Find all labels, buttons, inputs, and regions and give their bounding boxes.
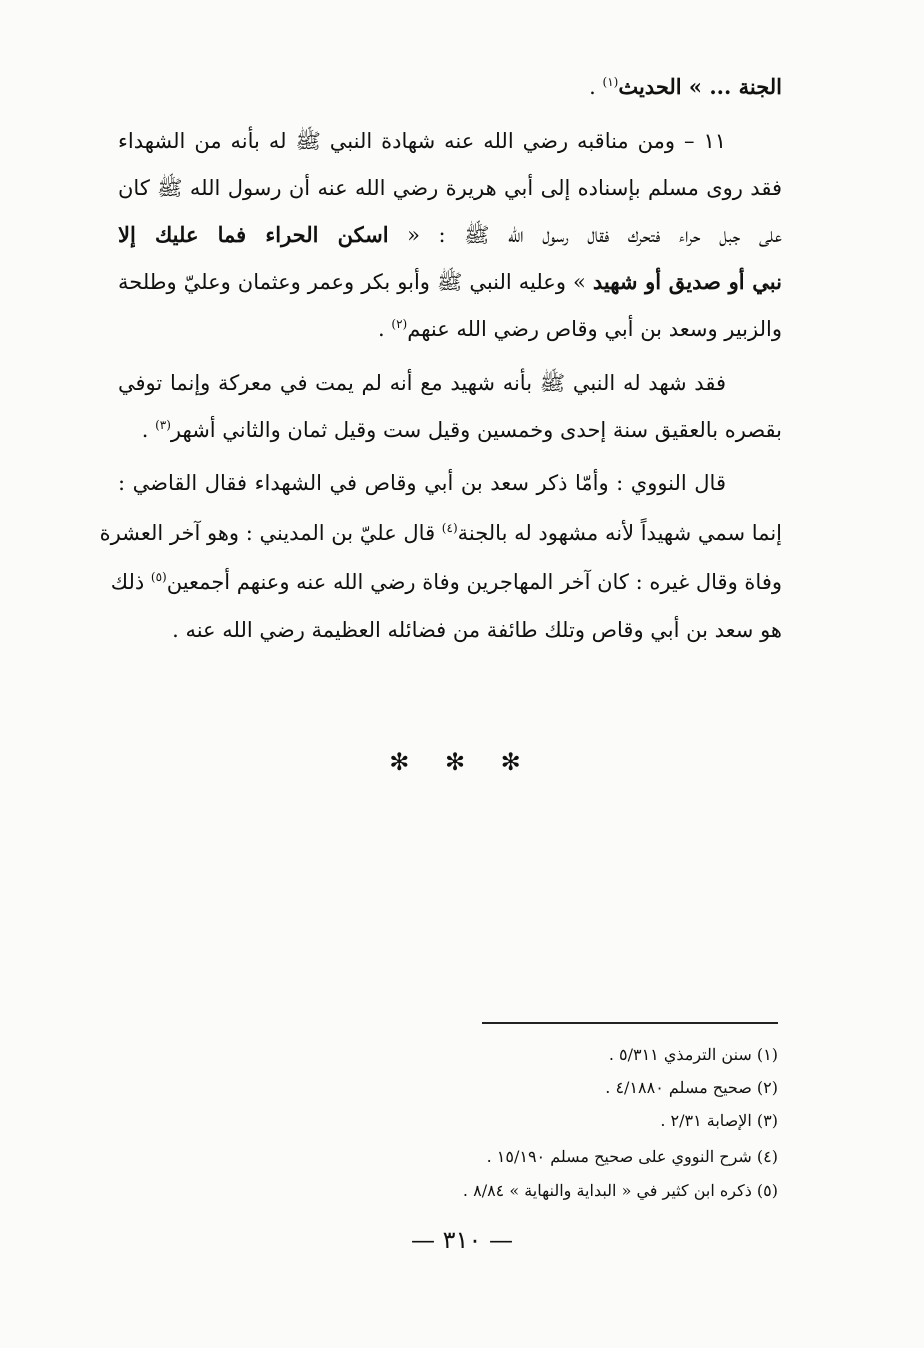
para1-line4-text: » وعليه النبي ﷺ وأبو بكر وعمر وعثمان وعليّ وطلحة — [118, 270, 593, 294]
footnote-divider — [482, 1022, 778, 1024]
para1-line5-end: . — [378, 317, 392, 341]
para1-line2: فقد روى مسلم بإسناده إلى أبي هريرة رضي الله عنه أن رسول الله ﷺ كان — [118, 176, 782, 200]
para3-line1: قال النووي : وأمّا ذكر سعد بن أبي وقاص في الشهداء فقال القاضي : — [118, 471, 726, 495]
para1-line4 — [118, 257, 782, 307]
header-text: الجنة ... » الحديث — [618, 74, 782, 99]
para1-line3-text: على جبل حراء فتحرك فقال رسول الله ﷺ : « — [388, 223, 782, 247]
footnote-ref-2: (٢) — [391, 317, 408, 331]
para2-line2-text: بقصره بالعقيق سنة إحدى وخمسين وقيل ست وقيل ثمان والثاني أشهر — [170, 418, 782, 442]
para3-line3-text-b: ذلك — [110, 570, 151, 594]
footnote-2: (٢) صحيح مسلم ٤/١٨٨٠ . — [605, 1078, 778, 1097]
para3-line2 — [99, 508, 782, 558]
header-end: . — [589, 75, 603, 99]
footnote-ref-5: (٥) — [150, 570, 167, 584]
hadith-quote-part1: اسكن الحراء فما عليك إلا — [118, 222, 389, 247]
para1-line1: ١١ – ومن مناقبه رضي الله عنه شهادة النبي ﷺ له بأنه من الشهداء — [118, 129, 726, 153]
footnote-5: (٥) ذكره ابن كثير في « البداية والنهاية » ٨/٨٤ . — [462, 1181, 778, 1200]
para3-line4: هو سعد بن أبي وقاص وتلك طائفة من فضائله العظيمة رضي الله عنه . — [172, 618, 782, 642]
para2-line2 — [118, 405, 782, 455]
page-number: — ٣١٠ — — [411, 1226, 513, 1254]
para1-line3 — [118, 210, 782, 260]
header-line — [118, 62, 782, 112]
para3-line3-text-a: وفاة وقال غيره : كان آخر المهاجرين وفاة رضي الله عنه وعنهم أجمعين — [166, 570, 782, 594]
para3-line2-text-b: قال عليّ بن المديني : وهو آخر العشرة — [99, 521, 442, 545]
para2-line1: فقد شهد له النبي ﷺ بأنه شهيد مع أنه لم يمت في معركة وإنما توفي — [118, 371, 726, 395]
footnote-ref-1: (١) — [602, 75, 619, 89]
para3-line3 — [110, 557, 782, 607]
section-separator: ✻ ✻ ✻ — [389, 748, 535, 776]
footnote-3: (٣) الإصابة ٢/٣١ . — [660, 1111, 778, 1130]
para1-line5-text: والزبير وسعد بن أبي وقاص رضي الله عنهم — [407, 317, 782, 341]
hadith-quote-part2: نبي أو صديق أو شهيد — [592, 269, 782, 294]
footnote-4: (٤) شرح النووي على صحيح مسلم ١٥/١٩٠ . — [486, 1147, 778, 1166]
para2-line2-end: . — [141, 418, 156, 442]
footnote-ref-3: (٣) — [155, 418, 171, 432]
para1-line5 — [118, 304, 782, 354]
para3-line2-text-a: إنما سمي شهيداً لأنه مشهود له بالجنة — [457, 521, 782, 545]
footnote-ref-4: (٤) — [441, 521, 458, 535]
footnote-1: (١) سنن الترمذي ٥/٣١١ . — [608, 1045, 778, 1064]
